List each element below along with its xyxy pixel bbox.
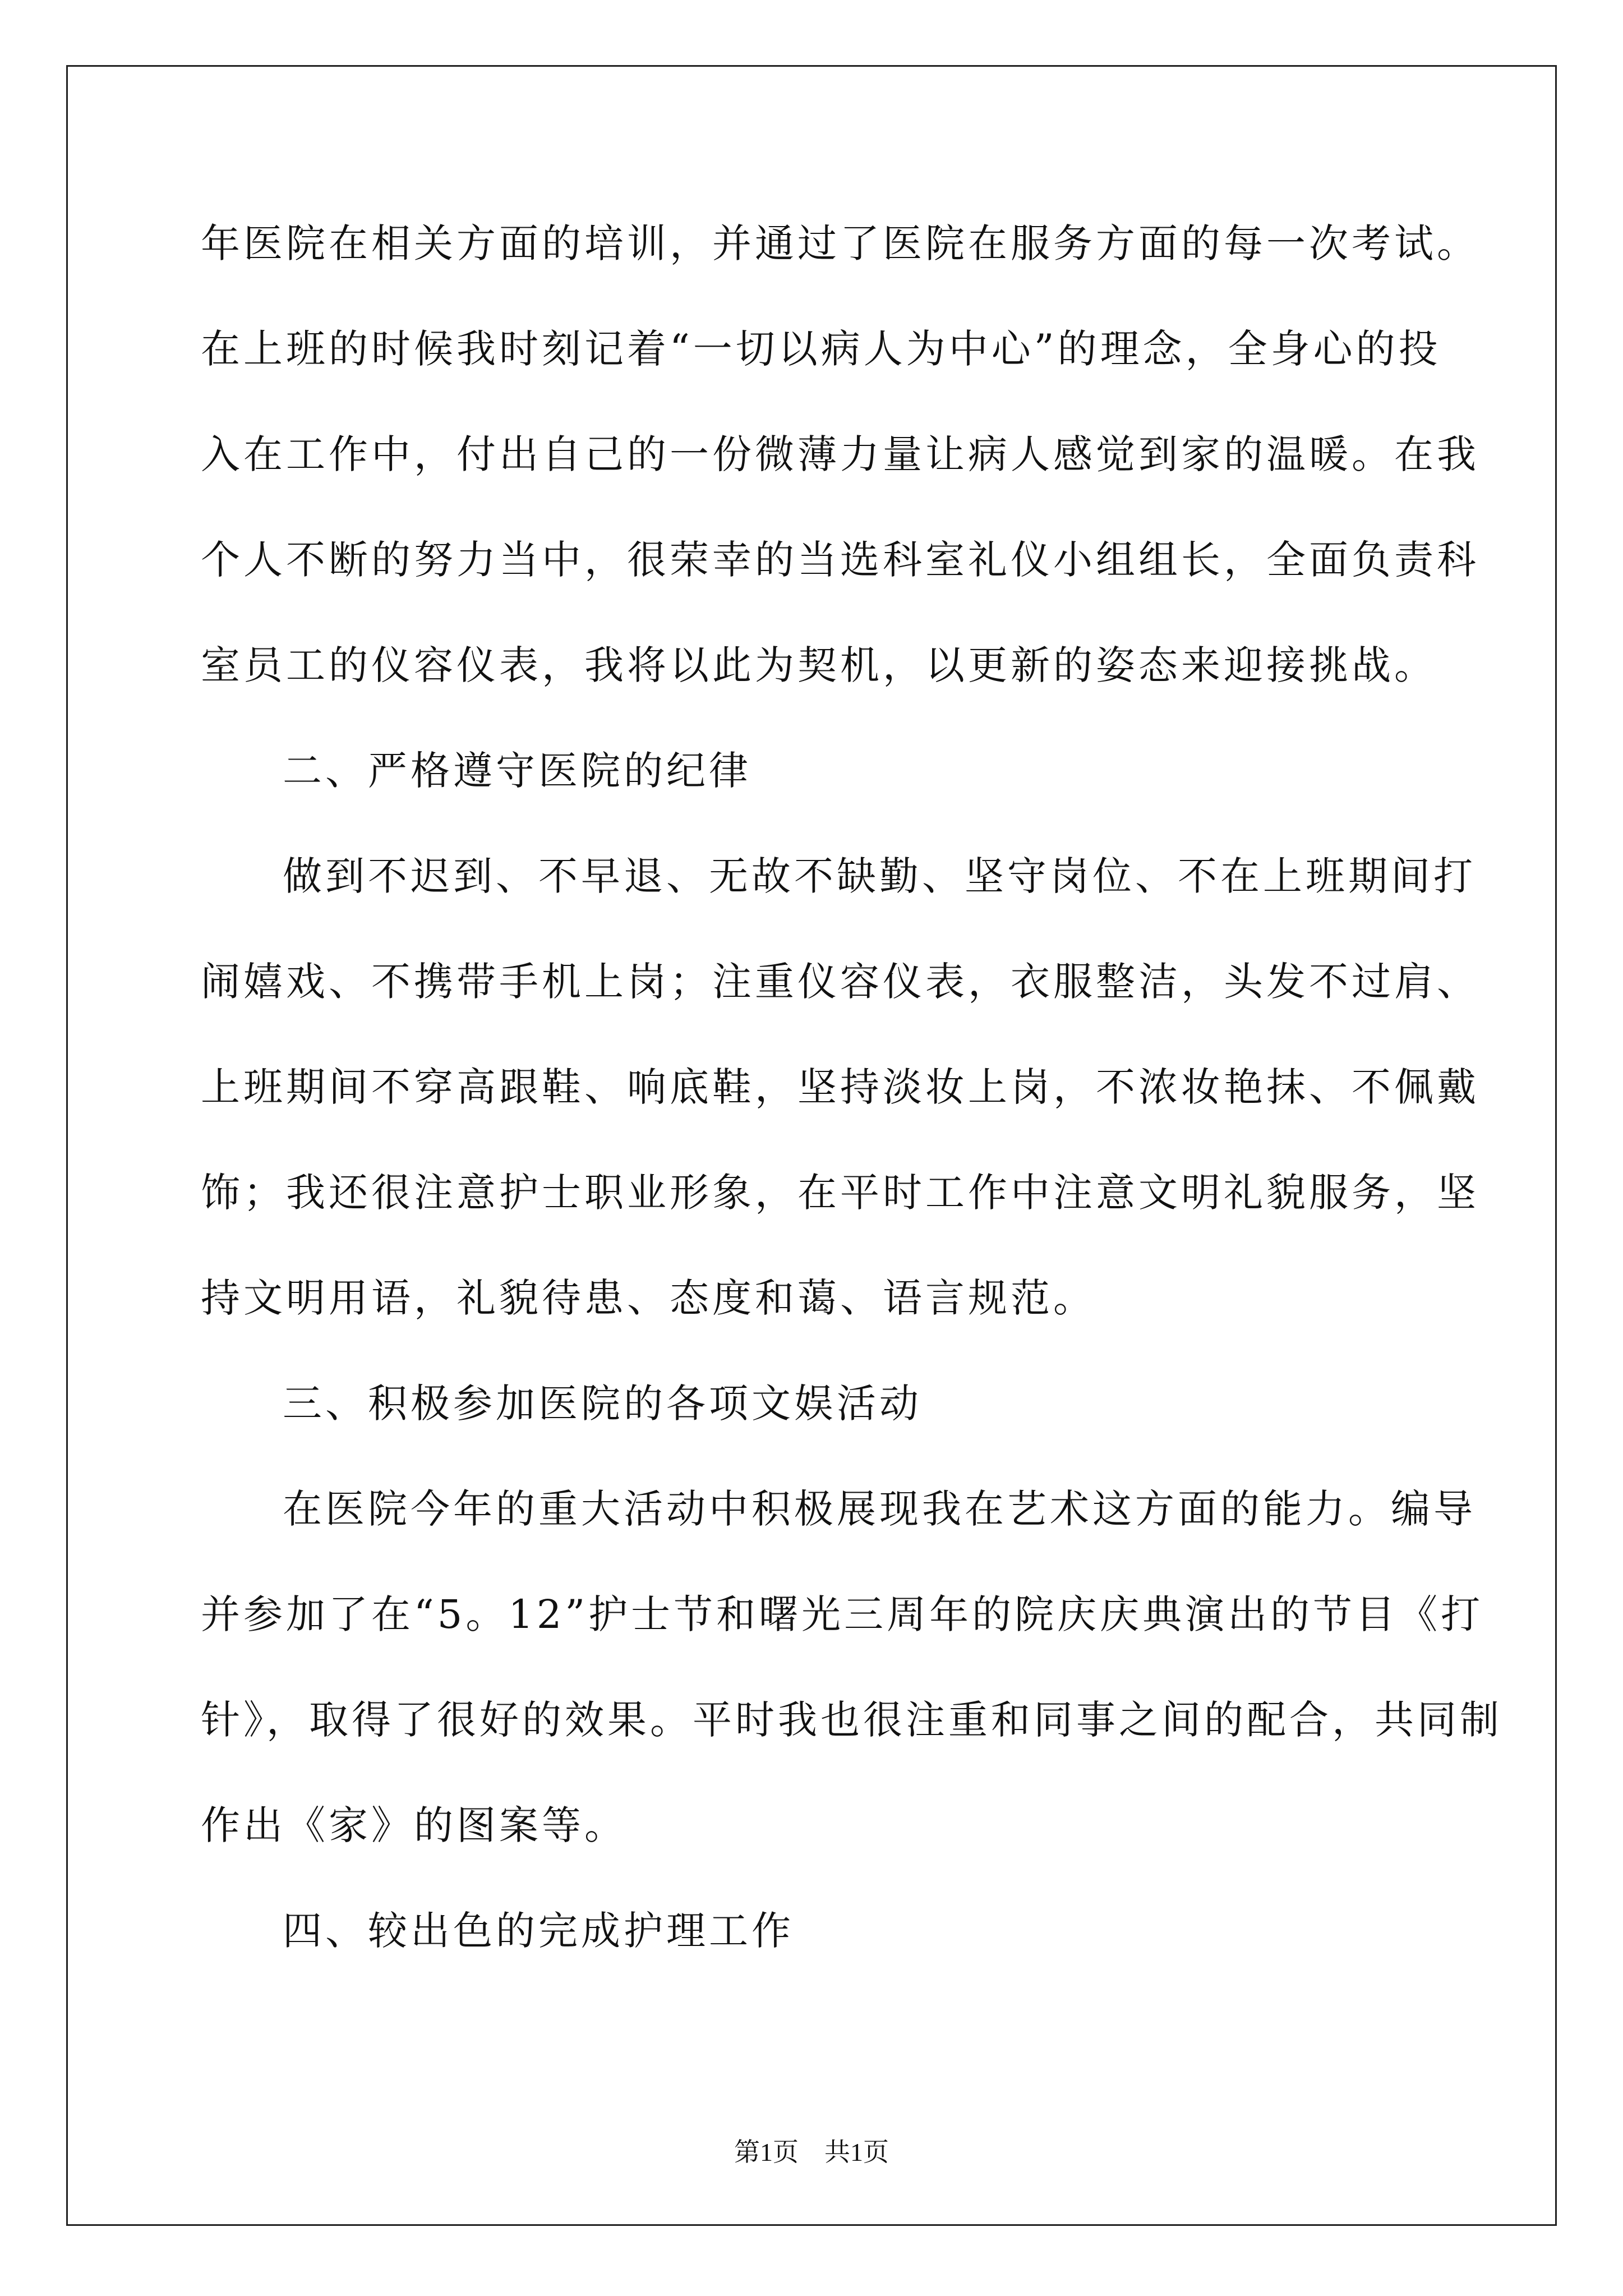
text-line-10: 饰；我还很注意护士职业形象，在平时工作中注意文明礼貌服务，坚 [201, 1170, 1479, 1216]
text-line-8: 闹嬉戏、不携带手机上岗；注重仪容仪表，衣服整洁，头发不过肩、 [201, 959, 1479, 1005]
text-line-14: 并参加了在“5。12”护士节和曙光三周年的院庆庆典演出的节目《打 [201, 1591, 1484, 1637]
text-line-16: 作出《家》的图案等。 [201, 1802, 627, 1848]
text-line-1: 年医院在相关方面的培训，并通过了医院在服务方面的每一次考试。 [201, 220, 1479, 266]
text-line-2: 在上班的时候我时刻记着“一切以病人为中心”的理念，全身心的投 [201, 326, 1441, 372]
text-line-7: 做到不迟到、不早退、无故不缺勤、坚守岗位、不在上班期间打 [283, 853, 1476, 899]
text-line-13: 在医院今年的重大活动中积极展现我在艺术这方面的能力。编导 [283, 1486, 1476, 1532]
document-body [201, 191, 1502, 1984]
text-line-15: 针》，取得了很好的效果。平时我也很注重和同事之间的配合，共同制 [201, 1697, 1502, 1743]
section-heading-activities: 三、积极参加医院的各项文娱活动 [283, 1381, 922, 1427]
text-line-4: 个人不断的努力当中，很荣幸的当选科室礼仪小组组长，全面负责科 [201, 537, 1479, 583]
text-line-5: 室员工的仪容仪表，我将以此为契机，以更新的姿态来迎接挑战。 [201, 642, 1437, 688]
text-line-11: 持文明用语，礼貌待患、态度和蔼、语言规范。 [201, 1275, 1096, 1321]
page-number-footer: 第1页 共1页 [734, 2138, 889, 2166]
section-heading-nursing: 四、较出色的完成护理工作 [283, 1908, 794, 1954]
section-heading-discipline: 二、严格遵守医院的纪律 [283, 748, 751, 794]
text-line-9: 上班期间不穿高跟鞋、响底鞋，坚持淡妆上岗，不浓妆艳抹、不佩戴 [201, 1064, 1479, 1110]
text-line-3: 入在工作中，付出自己的一份微薄力量让病人感觉到家的温暖。在我 [201, 431, 1479, 477]
